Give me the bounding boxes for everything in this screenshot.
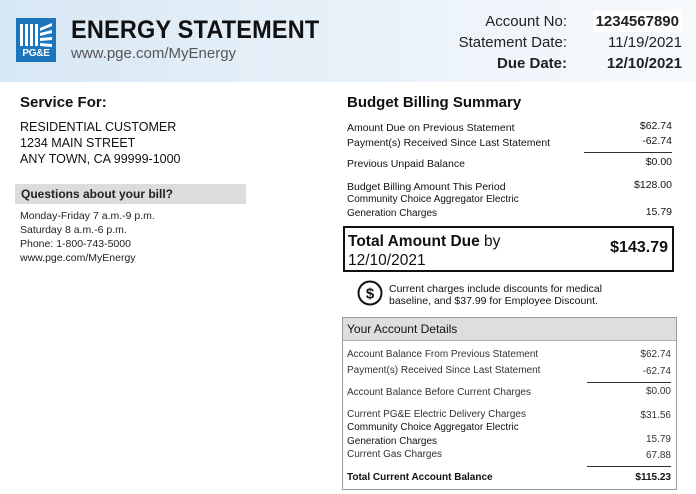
account-no-label: Account No: bbox=[485, 13, 567, 30]
contact-phone: Phone: 1-800-743-5000 bbox=[20, 238, 131, 250]
detail-divider-1 bbox=[587, 382, 671, 383]
logo-text: PG&E bbox=[22, 48, 50, 59]
customer-street: 1234 MAIN STREET bbox=[20, 136, 136, 150]
contact-info bbox=[20, 209, 155, 265]
cca-label-line1: Community Choice Aggregator Electric bbox=[347, 194, 519, 205]
detail-gas-label: Current Gas Charges bbox=[347, 449, 443, 460]
service-for-title: Service For: bbox=[20, 94, 107, 111]
detail-payments-value: -62.74 bbox=[642, 366, 671, 377]
pge-logo bbox=[16, 18, 56, 62]
statement-date-label: Statement Date: bbox=[458, 34, 567, 51]
detail-total-value: $115.23 bbox=[635, 472, 671, 483]
discount-note-line1: Current charges include discounts for medical bbox=[389, 283, 603, 295]
service-address bbox=[20, 119, 181, 167]
detail-total-label: Total Current Account Balance bbox=[347, 472, 493, 483]
account-details-box bbox=[342, 317, 677, 490]
detail-pge-delivery-label: Current PG&E Electric Delivery Charges bbox=[347, 409, 526, 420]
account-details-header bbox=[343, 318, 676, 341]
account-details-title: Your Account Details bbox=[347, 322, 458, 336]
statement-date-value: 11/19/2021 bbox=[608, 34, 682, 51]
statement-header bbox=[0, 0, 696, 82]
svg-text:$: $ bbox=[365, 285, 375, 303]
page-title: ENERGY STATEMENT bbox=[71, 16, 320, 44]
discount-note-line2: baseline, and $37.99 for Employee Discount. bbox=[389, 295, 598, 307]
dollar-icon bbox=[357, 280, 383, 306]
total-due-label bbox=[348, 232, 500, 270]
previous-unpaid-value: $0.00 bbox=[645, 156, 672, 168]
customer-name: RESIDENTIAL CUSTOMER bbox=[20, 120, 177, 134]
budget-billing-amount-label: Budget Billing Amount This Period bbox=[347, 181, 506, 193]
detail-gas-value: 67.88 bbox=[645, 450, 671, 461]
budget-billing-title: Budget Billing Summary bbox=[347, 94, 522, 111]
questions-title: Questions about your bill? bbox=[21, 187, 174, 201]
total-due-title: Total Amount Due bbox=[348, 233, 480, 250]
saturday-hours: Saturday 8 a.m.-6 p.m. bbox=[20, 224, 127, 236]
detail-divider-2 bbox=[587, 466, 671, 467]
detail-balance-prev-label: Account Balance From Previous Statement bbox=[347, 349, 539, 360]
total-due-amount: $143.79 bbox=[610, 239, 668, 256]
account-number: 1234567890 bbox=[593, 11, 682, 32]
subtotal-divider bbox=[584, 152, 672, 153]
account-values bbox=[574, 11, 682, 74]
detail-cca-value: 15.79 bbox=[645, 434, 671, 445]
total-due-by: by bbox=[479, 233, 501, 250]
header-website: www.pge.com/MyEnergy bbox=[71, 45, 237, 62]
detail-balance-before-value: $0.00 bbox=[645, 386, 671, 397]
detail-payments-label: Payment(s) Received Since Last Statement bbox=[347, 365, 541, 376]
customer-city: ANY TOWN, CA 99999-1000 bbox=[20, 152, 181, 166]
budget-billing-amount-value: $128.00 bbox=[634, 179, 672, 191]
total-due-date: 12/10/2021 bbox=[348, 252, 426, 269]
detail-cca-label-line2: Generation Charges bbox=[347, 436, 438, 447]
account-labels bbox=[430, 11, 567, 74]
discount-note bbox=[389, 283, 602, 307]
weekday-hours: Monday-Friday 7 a.m.-9 p.m. bbox=[20, 210, 155, 222]
total-amount-due-box bbox=[343, 226, 674, 272]
cca-label-line2: Generation Charges bbox=[347, 208, 438, 219]
amount-due-prev-label: Amount Due on Previous Statement bbox=[347, 122, 515, 134]
detail-cca-label-line1: Community Choice Aggregator Electric bbox=[347, 422, 519, 433]
due-date-label: Due Date: bbox=[496, 55, 567, 72]
amount-due-prev-value: $62.74 bbox=[639, 120, 672, 132]
cca-value: 15.79 bbox=[645, 206, 672, 218]
detail-balance-prev-value: $62.74 bbox=[640, 349, 671, 360]
payments-received-label: Payment(s) Received Since Last Statement bbox=[347, 137, 551, 149]
detail-balance-before-label: Account Balance Before Current Charges bbox=[347, 387, 531, 398]
detail-pge-delivery-value: $31.56 bbox=[640, 410, 671, 421]
contact-website: www.pge.com/MyEnergy bbox=[20, 252, 136, 264]
due-date-value: 12/10/2021 bbox=[606, 55, 682, 72]
questions-bar bbox=[15, 184, 246, 204]
payments-received-value: -62.74 bbox=[642, 135, 672, 147]
previous-unpaid-label: Previous Unpaid Balance bbox=[347, 158, 465, 170]
